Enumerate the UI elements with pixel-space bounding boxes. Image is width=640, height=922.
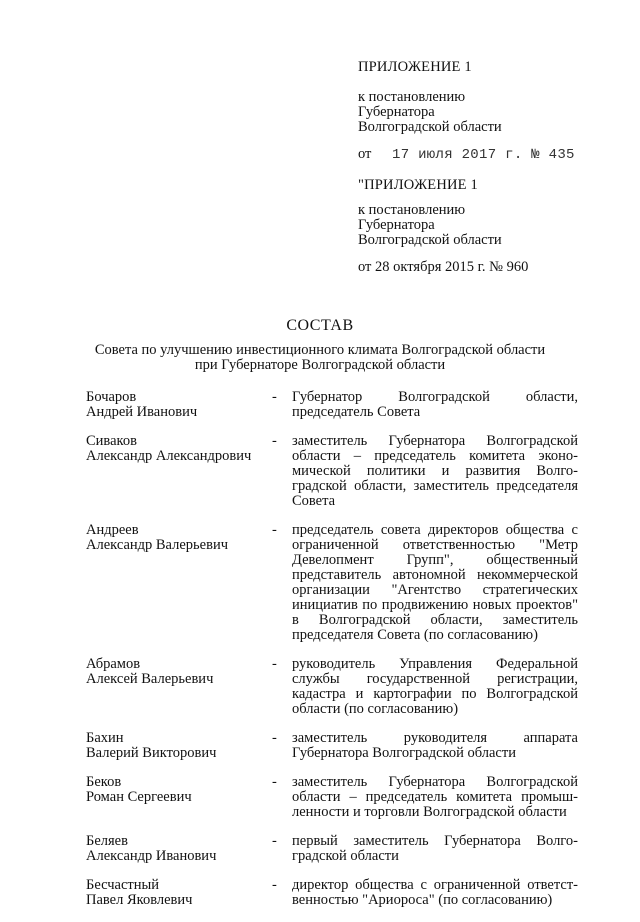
- title-main: СОСТАВ: [286, 317, 354, 334]
- member-surname: Абрамов: [86, 656, 141, 672]
- member-position: руководитель Управления Федеральной службы государственной регистрации, кадастра и картографии по Волгоградской области (по согласованию): [292, 656, 578, 717]
- member-position: директор общества с ограниченной ответственностью "Ариороса" (по согласованию): [292, 877, 578, 908]
- dash: -: [272, 522, 277, 538]
- member-surname: Андреев: [86, 522, 139, 538]
- member-given: Александр Александрович: [86, 448, 252, 464]
- appendix-header: [358, 60, 598, 163]
- member-row: [86, 434, 578, 509]
- decree-number: [358, 147, 598, 163]
- member-surname: Бахин: [86, 730, 124, 746]
- member-name: [86, 434, 272, 464]
- appendix-line: Губернатора: [358, 217, 435, 233]
- member-given: Роман Сергеевич: [86, 789, 192, 805]
- member-position: заместитель руководителя аппарата Губернатора Волгоградской области: [292, 730, 578, 761]
- member-surname: Беляев: [86, 833, 128, 849]
- member-given: Алексей Валерьевич: [86, 671, 214, 687]
- dash: -: [272, 389, 277, 405]
- member-given: Андрей Иванович: [86, 404, 198, 420]
- from-label: от: [358, 146, 372, 162]
- dash: -: [272, 833, 277, 849]
- member-name: [86, 523, 272, 553]
- dash: -: [272, 774, 277, 790]
- member-position: заместитель Губернатора Волгоградской области – председатель комитета промышленности и торговли Волгоградской области: [292, 774, 578, 820]
- appendix-line: Волгоградской области: [358, 232, 502, 248]
- member-row: [86, 878, 578, 908]
- appendix-title: "ПРИЛОЖЕНИЕ 1: [358, 177, 478, 193]
- dash: -: [272, 730, 277, 746]
- member-surname: Сиваков: [86, 433, 137, 449]
- member-position: Губернатор Волгоградской области, председатель Совета: [292, 389, 578, 420]
- appendix-line: Волгоградской области: [358, 119, 502, 135]
- document-title: [0, 318, 640, 373]
- member-given: Александр Иванович: [86, 848, 217, 864]
- member-row: [86, 657, 578, 717]
- member-name: [86, 657, 272, 687]
- member-position: первый заместитель Губернатора Волгоградской области: [292, 833, 578, 864]
- decree-stamp: 17 июля 2017 г. № 435: [392, 147, 575, 163]
- member-row: [86, 834, 578, 864]
- appendix-title: ПРИЛОЖЕНИЕ 1: [358, 59, 472, 75]
- member-given: Валерий Викторович: [86, 745, 217, 761]
- member-surname: Бесчастный: [86, 877, 160, 893]
- member-position: заместитель Губернатора Волгоградской области – председатель комитета экономической политики и развития Волгоградской области, заместитель председателя Совета: [292, 433, 578, 509]
- title-sub: при Губернаторе Волгоградской области: [194, 357, 446, 373]
- members-list: [86, 390, 578, 922]
- member-position: председатель совета директоров общества с ограниченной ответственностью "Метр Девелопмент Групп", общественный представитель автономной некоммерческой организации "Агентство стратегических инициатив по продвижению новых проектов" в Волгоградской области, заместитель председателя Совета (по согласованию): [292, 522, 578, 643]
- dash: -: [272, 656, 277, 672]
- member-surname: Беков: [86, 774, 122, 790]
- dash: -: [272, 877, 277, 893]
- member-name: [86, 731, 272, 761]
- title-sub: Совета по улучшению инвестиционного климата Волгоградской области: [94, 342, 546, 358]
- original-decree-date: от 28 октября 2015 г. № 960: [358, 259, 529, 275]
- appendix-line: Губернатора: [358, 104, 435, 120]
- dash: -: [272, 433, 277, 449]
- original-appendix-header: [358, 178, 598, 275]
- member-surname: Бочаров: [86, 389, 137, 405]
- member-name: [86, 878, 272, 908]
- member-given: Александр Валерьевич: [86, 537, 228, 553]
- member-name: [86, 775, 272, 805]
- member-name: [86, 390, 272, 420]
- member-row: [86, 523, 578, 643]
- member-row: [86, 390, 578, 420]
- member-name: [86, 834, 272, 864]
- member-row: [86, 775, 578, 820]
- member-row: [86, 731, 578, 761]
- appendix-line: к постановлению: [358, 202, 466, 218]
- member-given: Павел Яковлевич: [86, 892, 193, 908]
- appendix-line: к постановлению: [358, 89, 466, 105]
